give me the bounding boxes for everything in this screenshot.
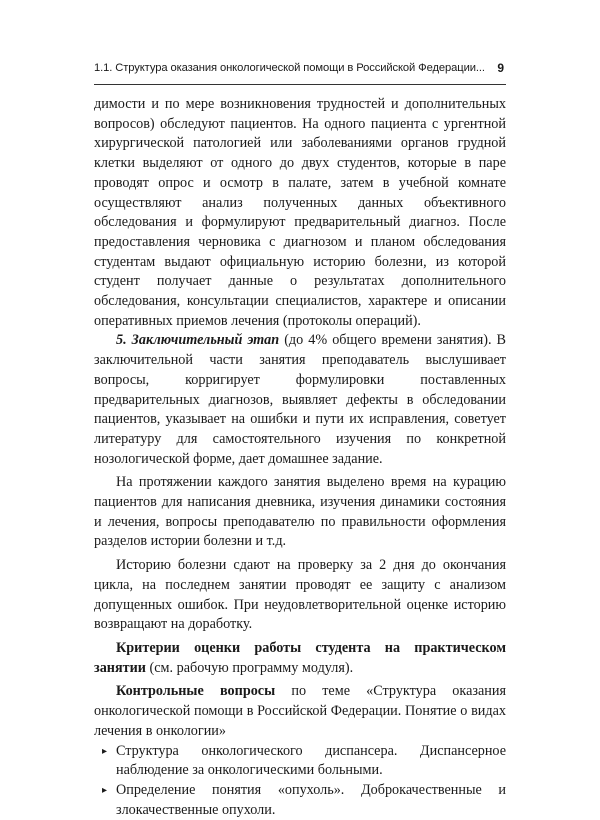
control-questions-heading: Контрольные вопросы <box>116 683 275 699</box>
paragraph-criteria <box>94 639 506 678</box>
page-body <box>94 95 506 820</box>
paragraph-final-stage <box>94 331 506 469</box>
paragraph-curation <box>94 473 506 552</box>
triangle-bullet-icon: ▸ <box>102 742 107 762</box>
page-number: 9 <box>497 61 504 75</box>
criteria-heading: Критерии оценки работы студента на практическом занятии <box>94 640 506 676</box>
list-item <box>94 781 506 820</box>
paragraph-text: по теме «Структура оказания онкологической помощи в Российской Федерации. Понятие о видах лечения в онкологии» <box>94 683 506 738</box>
triangle-bullet-icon: ▸ <box>102 781 107 801</box>
paragraph-continuation <box>94 95 506 331</box>
control-questions-list <box>94 742 506 820</box>
running-title: 1.1. Структура оказания онкологической помощи в Российской Федерации... <box>94 62 485 74</box>
paragraph-text: Историю болезни сдают на проверку за 2 дня до окончания цикла, на последнем занятии проводят ее защиту с анализом допущенных ошибок. При неудовлетворительной оценке историю возвращают на доработку. <box>94 557 506 632</box>
list-item-text: Определение понятия «опухоль». Доброкачественные и злокачественные опухоли. <box>116 782 506 818</box>
list-item <box>94 742 506 781</box>
paragraph-text: димости и по мере возникновения трудностей и дополнительных вопросов) обследуют пациентов. На одного пациента с ургентной хирургической патологией или заболеваниями органов грудной клетки выделяют от одного до двух студентов, которые в паре проводят опрос и осмотр в палате, затем в учебной комнате осуществляют анализ полученных данных объективного обследования и формулируют предварительный диагноз. После предоставления черновика с диагнозом и планом обследования студентам выдают официальную историю болезни, из которой студент получает данные о результатах дополнительного обследования, консультации специалистов, характере и описании оперативных приемов лечения (протоколы операций). <box>94 96 506 329</box>
paragraph-text: (до 4% общего времени занятия). В заключительной части занятия преподаватель выслушивает вопросы, корригирует формулировки поставленных предварительных диагнозов, выявляет дефекты в обследовании пациентов, указывает на ошибки и пути их исправления, советует литературу для самостоятельного изучения по конкретной нозологической форме, дает домашнее задание. <box>94 332 506 466</box>
list-item-text: Структура онкологического диспансера. Диспансерное наблюдение за онкологическими больными. <box>116 743 506 779</box>
paragraph-text: На протяжении каждого занятия выделено время на курацию пациентов для написания дневника, изучения динамики состояния и лечения, вопросы преподавателю по правильности оформления разделов истории болезни и т.д. <box>94 474 506 549</box>
paragraph-control-questions <box>94 682 506 741</box>
paragraph-case-history <box>94 556 506 635</box>
paragraph-text: (см. рабочую программу модуля). <box>146 660 353 676</box>
final-stage-heading: 5. Заключительный этап <box>116 332 279 348</box>
running-header <box>94 58 506 85</box>
